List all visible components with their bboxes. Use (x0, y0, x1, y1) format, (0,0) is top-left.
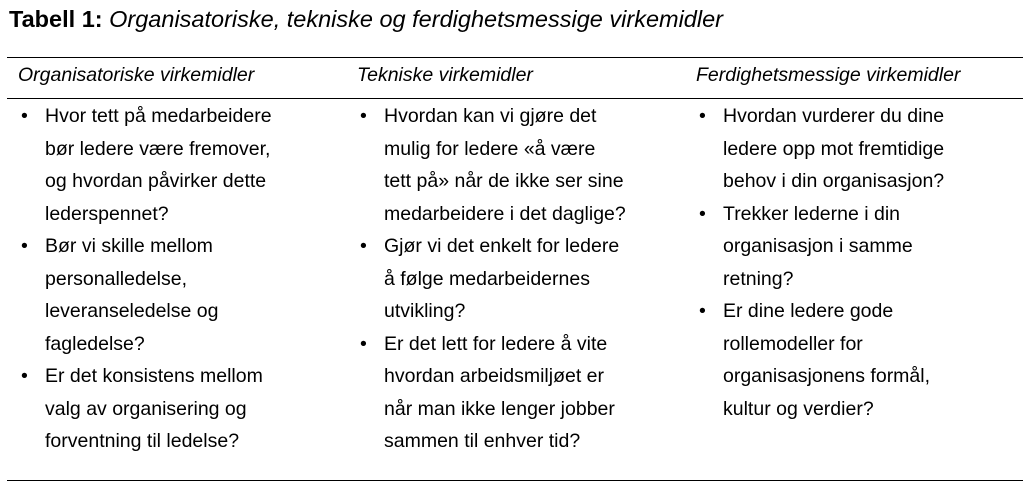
column-header: Organisatoriske virkemidler (18, 64, 255, 86)
bullet-icon: • (699, 105, 706, 127)
list-item-text: Hvordan kan vi gjøre det mulig for ledere «å være tett på» når de ikke ser sine medarbeidere i det daglige? (384, 105, 626, 225)
bullet-icon: • (360, 235, 367, 257)
list-item (18, 360, 338, 458)
table-header-rule (7, 98, 1023, 99)
column-header: Tekniske virkemidler (357, 64, 533, 86)
list-item-text: Er det lett for ledere å vite hvordan arbeidsmiljøet er når man ikke lenger jobber sammen til enhver tid? (384, 332, 615, 452)
bullet-icon: • (21, 105, 28, 127)
list-item-text: Er det konsistens mellom valg av organisering og forventning til ledelse? (45, 365, 263, 452)
list-item (357, 328, 683, 458)
list-item-text: Hvor tett på medarbeidere bør ledere være fremover, og hvordan påvirker dette lederspennet? (45, 105, 272, 225)
bullet-icon: • (699, 300, 706, 322)
table-bottom-rule (7, 480, 1023, 481)
list-item (18, 230, 338, 360)
table-caption-label: Tabell 1: (9, 6, 103, 32)
list-item (357, 230, 683, 328)
list-item (18, 100, 338, 230)
column-bullet-list (357, 100, 683, 458)
table-caption (9, 2, 723, 36)
list-item-text: Hvordan vurderer du dine ledere opp mot fremtidige behov i din organisasjon? (723, 105, 945, 192)
table-caption-title: Organisatoriske, tekniske og ferdighetsmessige virkemidler (109, 6, 723, 32)
table-top-rule (7, 57, 1023, 58)
list-item (696, 295, 1016, 425)
bullet-icon: • (360, 332, 367, 355)
bullet-icon: • (360, 105, 367, 127)
column-header: Ferdighetsmessige virkemidler (696, 64, 961, 86)
column-bullet-list (18, 100, 338, 458)
list-item (696, 100, 1016, 198)
list-item (696, 198, 1016, 296)
column-bullet-list (696, 100, 1016, 425)
list-item-text: Bør vi skille mellom personalledelse, leveranseledelse og fagledelse? (45, 235, 219, 355)
bullet-icon: • (699, 202, 706, 225)
list-item-text: Trekker lederne i din organisasjon i samme retning? (723, 202, 913, 290)
list-item-text: Er dine ledere gode rollemodeller for organisasjonens formål, kultur og verdier? (723, 300, 931, 420)
bullet-icon: • (21, 365, 28, 387)
list-item (357, 100, 683, 230)
list-item-text: Gjør vi det enkelt for ledere å følge medarbeidernes utvikling? (384, 235, 620, 322)
bullet-icon: • (21, 235, 28, 257)
